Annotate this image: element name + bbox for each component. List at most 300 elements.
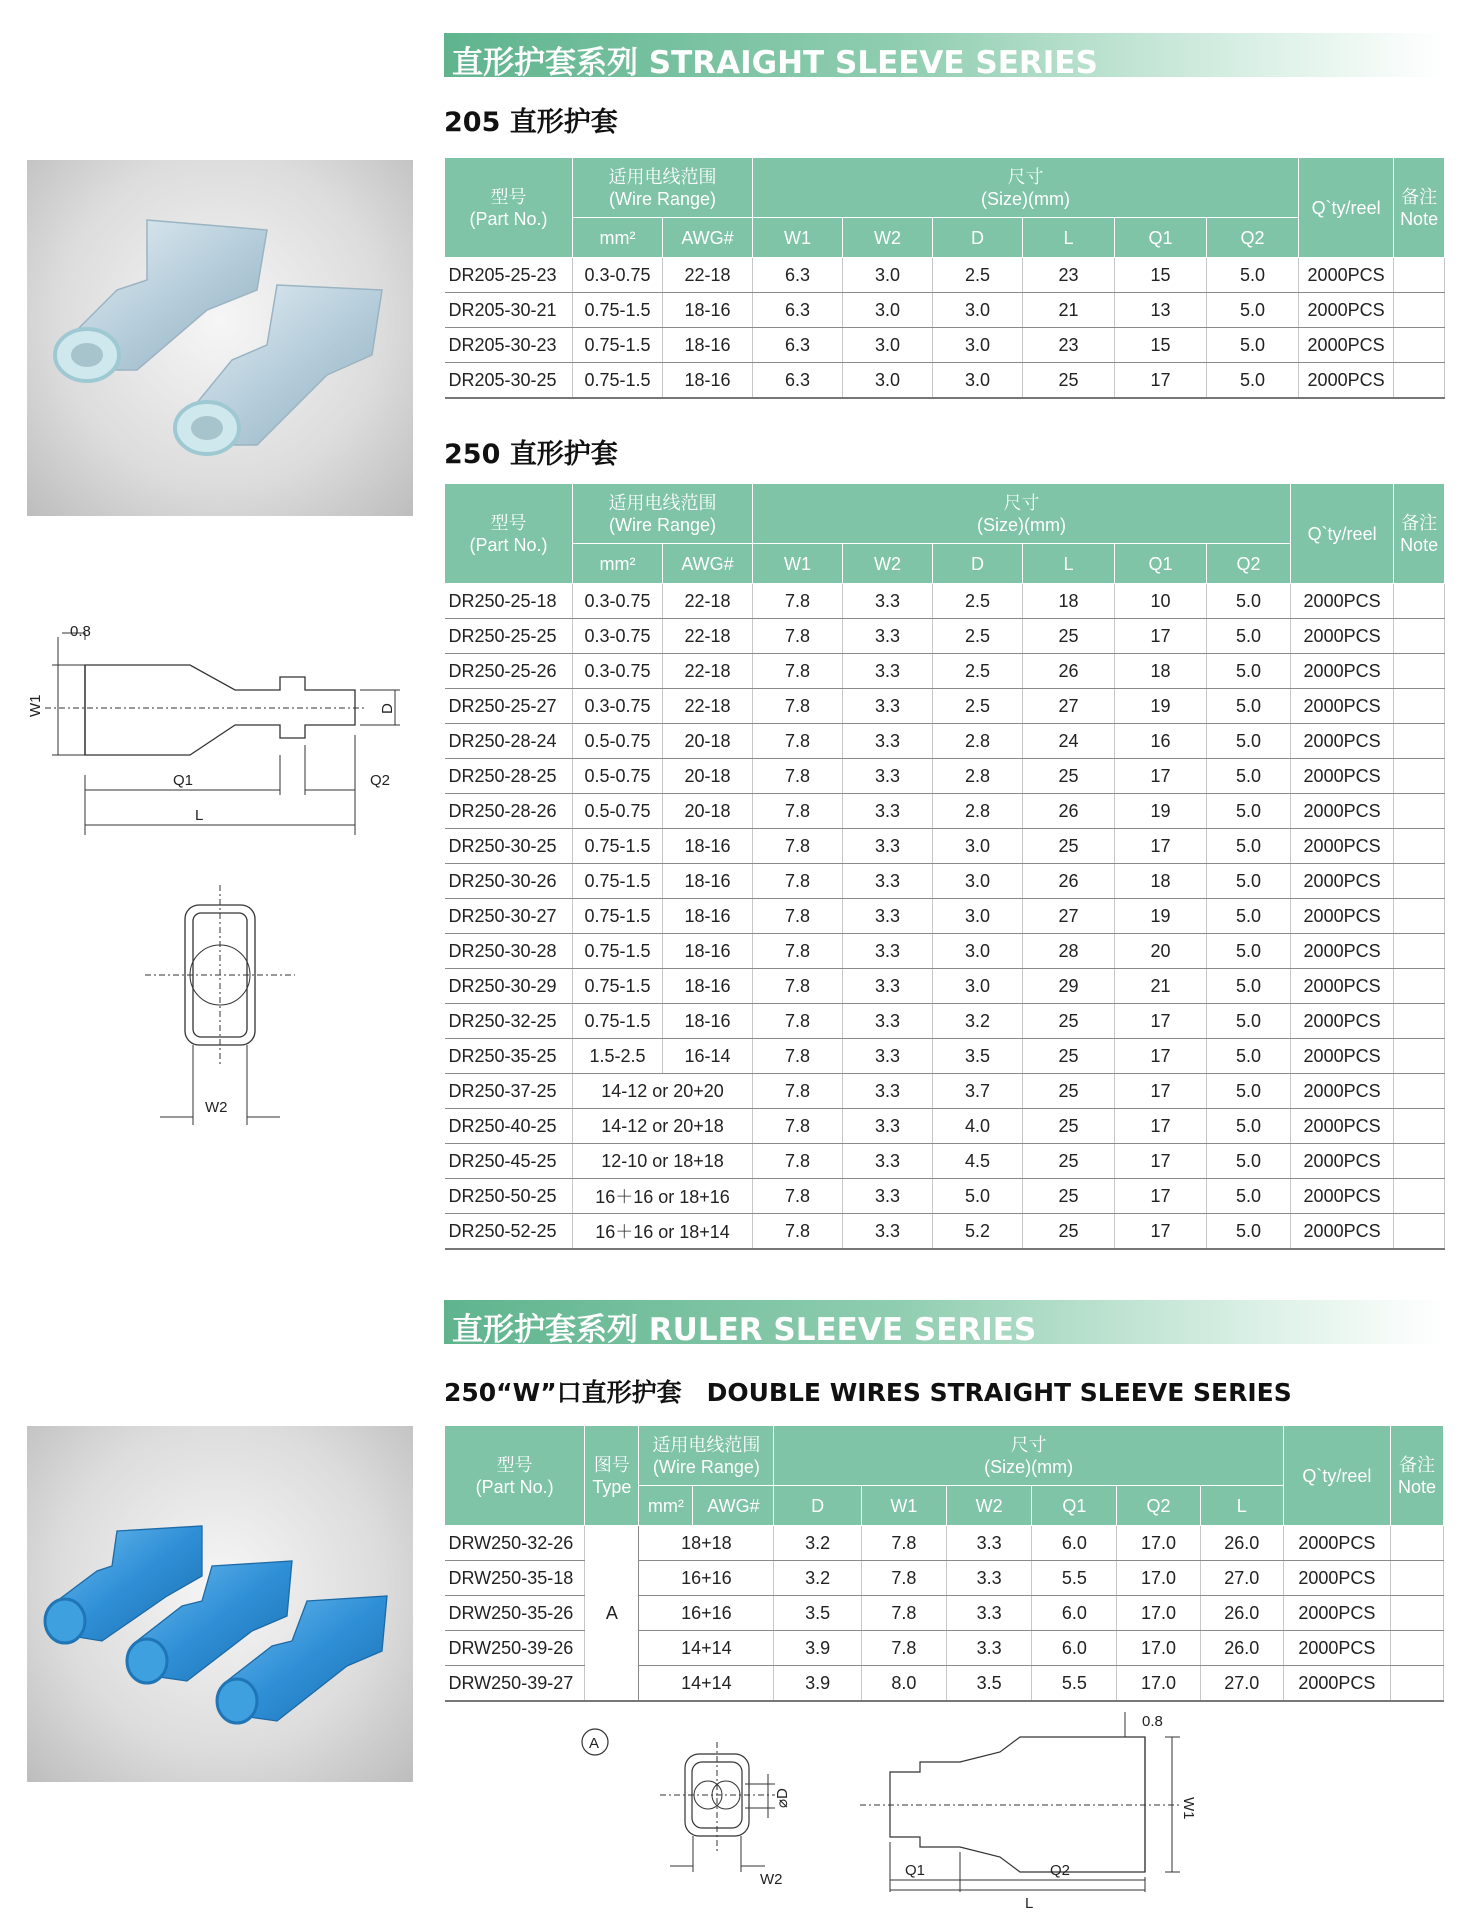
header-w1: W1 <box>753 544 843 584</box>
cell-q1: 19 <box>1115 899 1207 934</box>
label-d: D <box>379 703 396 714</box>
cell-q1: 17 <box>1115 1214 1207 1250</box>
table-row <box>445 363 1445 399</box>
cell-part-no: DR205-25-23 <box>445 258 573 293</box>
cell-note <box>1394 689 1445 724</box>
cell-mm2: 0.75-1.5 <box>573 1004 663 1039</box>
header-size: 尺寸 (Size)(mm) <box>753 484 1291 544</box>
cell-l: 23 <box>1023 328 1115 363</box>
cell-w2: 3.3 <box>843 1039 933 1074</box>
cell-qty: 2000PCS <box>1299 328 1394 363</box>
cell-mm2: 0.75-1.5 <box>573 293 663 328</box>
cell-d: 3.0 <box>933 899 1023 934</box>
cell-q1: 16 <box>1115 724 1207 759</box>
cell-q2: 5.0 <box>1207 1179 1291 1214</box>
cell-q2: 17.0 <box>1117 1666 1200 1702</box>
cell-qty: 2000PCS <box>1283 1561 1390 1596</box>
cell-mm2: 0.5-0.75 <box>573 724 663 759</box>
cell-q1: 6.0 <box>1032 1526 1117 1561</box>
table-row <box>445 829 1445 864</box>
cell-awg: 18-16 <box>663 899 753 934</box>
cell-wire-range: 16+16 <box>639 1561 774 1596</box>
cell-w2: 3.3 <box>947 1526 1032 1561</box>
cell-w1: 7.8 <box>753 654 843 689</box>
cell-d: 3.9 <box>774 1631 861 1666</box>
cell-w2: 3.3 <box>843 654 933 689</box>
cell-d: 3.2 <box>774 1561 861 1596</box>
table-row <box>445 759 1445 794</box>
cell-q1: 17 <box>1115 363 1207 399</box>
cell-w1: 7.8 <box>753 794 843 829</box>
cell-note <box>1394 969 1445 1004</box>
cell-q2: 5.0 <box>1207 689 1291 724</box>
header-q2: Q2 <box>1117 1486 1200 1526</box>
label-q2: Q2 <box>1050 1862 1071 1879</box>
cell-qty: 2000PCS <box>1291 619 1394 654</box>
cell-w1: 7.8 <box>861 1631 946 1666</box>
cell-d: 3.0 <box>933 829 1023 864</box>
cell-l: 18 <box>1023 584 1115 619</box>
cell-q1: 10 <box>1115 584 1207 619</box>
cell-q2: 5.0 <box>1207 619 1291 654</box>
cell-l: 25 <box>1023 1109 1115 1144</box>
cell-d: 2.5 <box>933 584 1023 619</box>
cell-part-no: DR250-30-27 <box>445 899 573 934</box>
cell-l: 23 <box>1023 258 1115 293</box>
cell-q1: 17 <box>1115 1074 1207 1109</box>
cell-w1: 7.8 <box>753 969 843 1004</box>
header-q2: Q2 <box>1207 218 1299 258</box>
cell-q2: 5.0 <box>1207 1109 1291 1144</box>
cell-l: 25 <box>1023 1179 1115 1214</box>
cell-w2: 3.3 <box>843 724 933 759</box>
cell-w1: 7.8 <box>861 1526 946 1561</box>
cell-wire-range: 16＋16 or 18+14 <box>573 1214 753 1250</box>
label-w2: W2 <box>205 1099 228 1116</box>
cell-w1: 7.8 <box>861 1561 946 1596</box>
cell-q2: 5.0 <box>1207 1214 1291 1250</box>
cell-w2: 3.0 <box>843 293 933 328</box>
cell-q1: 18 <box>1115 864 1207 899</box>
header-l: L <box>1023 218 1115 258</box>
cell-q2: 5.0 <box>1207 829 1291 864</box>
cell-d: 2.8 <box>933 724 1023 759</box>
cell-q2: 5.0 <box>1207 1144 1291 1179</box>
header-l: L <box>1023 544 1115 584</box>
label-type-a: A <box>589 1735 600 1752</box>
cell-w1: 7.8 <box>753 829 843 864</box>
cell-q1: 19 <box>1115 794 1207 829</box>
cell-note <box>1394 654 1445 689</box>
cell-part-no: DR250-37-25 <box>445 1074 573 1109</box>
label-w1: W1 <box>27 694 44 717</box>
table-row <box>445 864 1445 899</box>
cell-q2: 17.0 <box>1117 1596 1200 1631</box>
cell-wire-range: 14-12 or 20+18 <box>573 1109 753 1144</box>
cell-d: 3.0 <box>933 934 1023 969</box>
cell-d: 3.5 <box>774 1596 861 1631</box>
cell-mm2: 0.3-0.75 <box>573 619 663 654</box>
cell-d: 2.5 <box>933 258 1023 293</box>
table-row <box>445 1526 1444 1561</box>
cell-q1: 15 <box>1115 328 1207 363</box>
label-thickness: 0.8 <box>1142 1713 1163 1730</box>
header-q1: Q1 <box>1115 218 1207 258</box>
cell-qty: 2000PCS <box>1299 363 1394 399</box>
header-mm2: mm² <box>639 1486 693 1526</box>
cell-q2: 5.0 <box>1207 328 1299 363</box>
label-q1: Q1 <box>173 772 194 789</box>
cell-part-no: DR205-30-25 <box>445 363 573 399</box>
cell-l: 26.0 <box>1200 1631 1283 1666</box>
cell-part-no: DRW250-32-26 <box>445 1526 585 1561</box>
cell-wire-range: 18+18 <box>639 1526 774 1561</box>
cell-w1: 7.8 <box>753 864 843 899</box>
cell-w1: 7.8 <box>753 899 843 934</box>
header-size: 尺寸 (Size)(mm) <box>774 1426 1283 1486</box>
cell-w1: 7.8 <box>753 759 843 794</box>
cell-l: 25 <box>1023 1074 1115 1109</box>
cell-note <box>1394 293 1445 328</box>
cell-mm2: 1.5-2.5 <box>573 1039 663 1074</box>
cell-qty: 2000PCS <box>1283 1526 1390 1561</box>
cell-awg: 22-18 <box>663 689 753 724</box>
cell-w2: 3.3 <box>947 1631 1032 1666</box>
header-size: 尺寸 (Size)(mm) <box>753 158 1299 218</box>
cell-l: 28 <box>1023 934 1115 969</box>
cell-awg: 22-18 <box>663 654 753 689</box>
cell-w2: 3.3 <box>947 1561 1032 1596</box>
cell-awg: 18-16 <box>663 934 753 969</box>
cell-qty: 2000PCS <box>1291 1144 1394 1179</box>
label-phi-d: ⌀D <box>774 1788 791 1808</box>
table-row <box>445 1144 1445 1179</box>
cell-w2: 3.3 <box>843 759 933 794</box>
cell-q2: 5.0 <box>1207 258 1299 293</box>
cell-note <box>1394 934 1445 969</box>
cell-awg: 22-18 <box>663 619 753 654</box>
cell-w2: 3.3 <box>843 1214 933 1250</box>
cell-w1: 7.8 <box>753 619 843 654</box>
cell-note <box>1394 864 1445 899</box>
cell-q2: 5.0 <box>1207 934 1291 969</box>
header-d: D <box>933 218 1023 258</box>
cell-mm2: 0.75-1.5 <box>573 969 663 1004</box>
cell-w2: 3.3 <box>843 619 933 654</box>
cell-note <box>1394 328 1445 363</box>
header-awg: AWG# <box>693 1486 774 1526</box>
side-view-drawing <box>25 615 425 845</box>
cell-q1: 15 <box>1115 258 1207 293</box>
table-row <box>445 328 1445 363</box>
cell-w1: 7.8 <box>753 1004 843 1039</box>
cell-w1: 7.8 <box>753 1109 843 1144</box>
cell-d: 5.2 <box>933 1214 1023 1250</box>
table-205 <box>444 157 1445 399</box>
cell-l: 26.0 <box>1200 1596 1283 1631</box>
cell-l: 27 <box>1023 689 1115 724</box>
table-row <box>445 1074 1445 1109</box>
cell-l: 25 <box>1023 1039 1115 1074</box>
cell-q1: 17 <box>1115 1144 1207 1179</box>
cell-awg: 20-18 <box>663 724 753 759</box>
label-l: L <box>1025 1895 1034 1912</box>
cell-l: 29 <box>1023 969 1115 1004</box>
cell-note <box>1394 724 1445 759</box>
cell-w2: 3.3 <box>843 864 933 899</box>
cell-l: 27.0 <box>1200 1666 1283 1702</box>
table-row <box>445 1109 1445 1144</box>
cell-w2: 3.0 <box>843 328 933 363</box>
cell-q2: 5.0 <box>1207 363 1299 399</box>
cell-l: 25 <box>1023 1004 1115 1039</box>
cell-qty: 2000PCS <box>1291 794 1394 829</box>
cell-note <box>1394 1109 1445 1144</box>
cell-q1: 20 <box>1115 934 1207 969</box>
cell-mm2: 0.5-0.75 <box>573 794 663 829</box>
cell-part-no: DR250-45-25 <box>445 1144 573 1179</box>
cell-d: 2.5 <box>933 654 1023 689</box>
table-row <box>445 969 1445 1004</box>
cell-awg: 18-16 <box>663 1004 753 1039</box>
header-part-no: 型号 (Part No.) <box>445 1426 585 1526</box>
banner-title: 直形护套系列 RULER SLEEVE SERIES <box>452 1312 1037 1348</box>
banner-title: 直形护套系列 STRAIGHT SLEEVE SERIES <box>452 45 1098 81</box>
cell-d: 3.0 <box>933 969 1023 1004</box>
cell-d: 3.0 <box>933 363 1023 399</box>
header-qty: Q`ty/reel <box>1283 1426 1390 1526</box>
cell-w2: 3.0 <box>843 363 933 399</box>
cell-q1: 18 <box>1115 654 1207 689</box>
cell-note <box>1394 759 1445 794</box>
cell-w2: 3.3 <box>843 934 933 969</box>
header-q2: Q2 <box>1207 544 1291 584</box>
cell-part-no: DR250-50-25 <box>445 1179 573 1214</box>
cell-part-no: DR250-30-29 <box>445 969 573 1004</box>
cell-l: 25 <box>1023 1214 1115 1250</box>
cell-part-no: DR250-40-25 <box>445 1109 573 1144</box>
cell-note <box>1394 258 1445 293</box>
cell-mm2: 0.3-0.75 <box>573 258 663 293</box>
cell-note <box>1394 363 1445 399</box>
cell-q2: 5.0 <box>1207 899 1291 934</box>
cell-part-no: DR250-35-25 <box>445 1039 573 1074</box>
cell-q1: 17 <box>1115 619 1207 654</box>
cell-d: 3.9 <box>774 1666 861 1702</box>
cell-q2: 5.0 <box>1207 1004 1291 1039</box>
cell-w2: 3.3 <box>843 1074 933 1109</box>
cell-q1: 17 <box>1115 829 1207 864</box>
end-view-drawing <box>135 880 305 1135</box>
cell-w1: 7.8 <box>753 724 843 759</box>
cell-mm2: 0.75-1.5 <box>573 899 663 934</box>
cell-type: A <box>585 1526 639 1702</box>
cell-q1: 6.0 <box>1032 1631 1117 1666</box>
table-250-body <box>445 584 1445 1250</box>
cell-w1: 7.8 <box>753 584 843 619</box>
header-w2: W2 <box>843 544 933 584</box>
section-banner-ruler <box>444 1300 1444 1348</box>
cell-q2: 5.0 <box>1207 654 1291 689</box>
cell-l: 27 <box>1023 899 1115 934</box>
table-row <box>445 689 1445 724</box>
table-row <box>445 1214 1445 1250</box>
cell-l: 24 <box>1023 724 1115 759</box>
cell-w2: 3.3 <box>843 969 933 1004</box>
cell-q2: 17.0 <box>1117 1526 1200 1561</box>
header-type: 图号 Type <box>585 1426 639 1526</box>
table-row <box>445 794 1445 829</box>
cell-q1: 17 <box>1115 1039 1207 1074</box>
cell-w2: 3.5 <box>947 1666 1032 1702</box>
cell-q2: 5.0 <box>1207 1074 1291 1109</box>
cell-d: 3.7 <box>933 1074 1023 1109</box>
cell-note <box>1394 899 1445 934</box>
cell-qty: 2000PCS <box>1291 899 1394 934</box>
table-row <box>445 724 1445 759</box>
cell-q1: 13 <box>1115 293 1207 328</box>
header-note: 备注 Note <box>1390 1426 1443 1526</box>
cell-qty: 2000PCS <box>1299 258 1394 293</box>
cell-w1: 6.3 <box>753 363 843 399</box>
cell-note <box>1394 584 1445 619</box>
header-q1: Q1 <box>1032 1486 1117 1526</box>
header-part-no: 型号 (Part No.) <box>445 484 573 584</box>
header-w1: W1 <box>861 1486 946 1526</box>
cell-d: 2.5 <box>933 689 1023 724</box>
cell-d: 3.2 <box>774 1526 861 1561</box>
cell-note <box>1394 1214 1445 1250</box>
cell-q1: 5.5 <box>1032 1561 1117 1596</box>
section-banner-straight <box>444 33 1444 81</box>
cell-l: 25 <box>1023 829 1115 864</box>
cell-d: 3.0 <box>933 864 1023 899</box>
cell-q2: 5.0 <box>1207 794 1291 829</box>
cell-awg: 18-16 <box>663 293 753 328</box>
cell-wire-range: 16+16 <box>639 1596 774 1631</box>
cell-note <box>1394 1004 1445 1039</box>
cell-note <box>1394 1179 1445 1214</box>
cell-note <box>1394 1039 1445 1074</box>
cell-w2: 3.3 <box>843 584 933 619</box>
cell-w2: 3.3 <box>843 1179 933 1214</box>
cell-qty: 2000PCS <box>1291 829 1394 864</box>
table-double-wire-body <box>445 1526 1444 1702</box>
cell-q1: 21 <box>1115 969 1207 1004</box>
cell-qty: 2000PCS <box>1299 293 1394 328</box>
cell-qty: 2000PCS <box>1291 969 1394 1004</box>
cell-note <box>1394 619 1445 654</box>
cell-w1: 8.0 <box>861 1666 946 1702</box>
header-wire-range: 适用电线范围 (Wire Range) <box>639 1426 774 1486</box>
cell-part-no: DR250-25-25 <box>445 619 573 654</box>
cell-w2: 3.3 <box>843 689 933 724</box>
cell-qty: 2000PCS <box>1291 1004 1394 1039</box>
cell-q1: 17 <box>1115 759 1207 794</box>
cell-q1: 17 <box>1115 1004 1207 1039</box>
header-wire-range: 适用电线范围 (Wire Range) <box>573 158 753 218</box>
cell-mm2: 0.75-1.5 <box>573 864 663 899</box>
cell-awg: 20-18 <box>663 759 753 794</box>
cell-w1: 6.3 <box>753 258 843 293</box>
label-q1: Q1 <box>905 1862 926 1879</box>
cell-part-no: DR250-28-24 <box>445 724 573 759</box>
label-w2: W2 <box>760 1871 783 1888</box>
cell-w1: 7.8 <box>753 934 843 969</box>
cell-w2: 3.3 <box>843 1004 933 1039</box>
cell-qty: 2000PCS <box>1283 1666 1390 1702</box>
cell-part-no: DR250-25-18 <box>445 584 573 619</box>
cell-d: 3.0 <box>933 293 1023 328</box>
cell-l: 25 <box>1023 619 1115 654</box>
header-d: D <box>774 1486 861 1526</box>
cell-mm2: 0.75-1.5 <box>573 363 663 399</box>
header-w2: W2 <box>843 218 933 258</box>
cell-qty: 2000PCS <box>1291 759 1394 794</box>
cell-d: 4.0 <box>933 1109 1023 1144</box>
cell-l: 27.0 <box>1200 1561 1283 1596</box>
cell-part-no: DRW250-35-18 <box>445 1561 585 1596</box>
cell-qty: 2000PCS <box>1283 1631 1390 1666</box>
cell-note <box>1390 1666 1443 1702</box>
cell-w1: 7.8 <box>753 689 843 724</box>
cell-note <box>1390 1526 1443 1561</box>
cell-l: 26 <box>1023 794 1115 829</box>
cell-q2: 5.0 <box>1207 969 1291 1004</box>
label-w1: W1 <box>1180 1797 1197 1820</box>
cell-part-no: DR250-30-26 <box>445 864 573 899</box>
table-row <box>445 654 1445 689</box>
header-w1: W1 <box>753 218 843 258</box>
cell-part-no: DR250-25-26 <box>445 654 573 689</box>
cell-note <box>1394 794 1445 829</box>
table-double-wire <box>444 1425 1444 1702</box>
product-photo-clear-sleeves <box>27 160 413 516</box>
cell-part-no: DRW250-39-26 <box>445 1631 585 1666</box>
cell-q1: 17 <box>1115 1109 1207 1144</box>
cell-qty: 2000PCS <box>1291 1109 1394 1144</box>
cell-awg: 18-16 <box>663 829 753 864</box>
cell-part-no: DR205-30-23 <box>445 328 573 363</box>
cell-part-no: DR250-52-25 <box>445 1214 573 1250</box>
header-mm2: mm² <box>573 218 663 258</box>
cell-w2: 3.3 <box>843 899 933 934</box>
cell-qty: 2000PCS <box>1291 1214 1394 1250</box>
cell-awg: 22-18 <box>663 258 753 293</box>
cell-q2: 5.0 <box>1207 759 1291 794</box>
cell-part-no: DR250-28-26 <box>445 794 573 829</box>
double-wire-drawing <box>560 1712 1440 1912</box>
table-row <box>445 584 1445 619</box>
cell-qty: 2000PCS <box>1291 724 1394 759</box>
cell-w2: 3.3 <box>843 1109 933 1144</box>
table-row <box>445 619 1445 654</box>
label-l: L <box>195 807 204 824</box>
cell-q2: 5.0 <box>1207 724 1291 759</box>
cell-l: 25 <box>1023 1144 1115 1179</box>
cell-mm2: 0.3-0.75 <box>573 689 663 724</box>
cell-w1: 6.3 <box>753 328 843 363</box>
table-205-body <box>445 258 1445 399</box>
cell-note <box>1394 1074 1445 1109</box>
cell-d: 3.0 <box>933 328 1023 363</box>
header-mm2: mm² <box>573 544 663 584</box>
cell-l: 21 <box>1023 293 1115 328</box>
table-row <box>445 899 1445 934</box>
cell-q1: 5.5 <box>1032 1666 1117 1702</box>
cell-q2: 17.0 <box>1117 1631 1200 1666</box>
cell-part-no: DR250-30-28 <box>445 934 573 969</box>
